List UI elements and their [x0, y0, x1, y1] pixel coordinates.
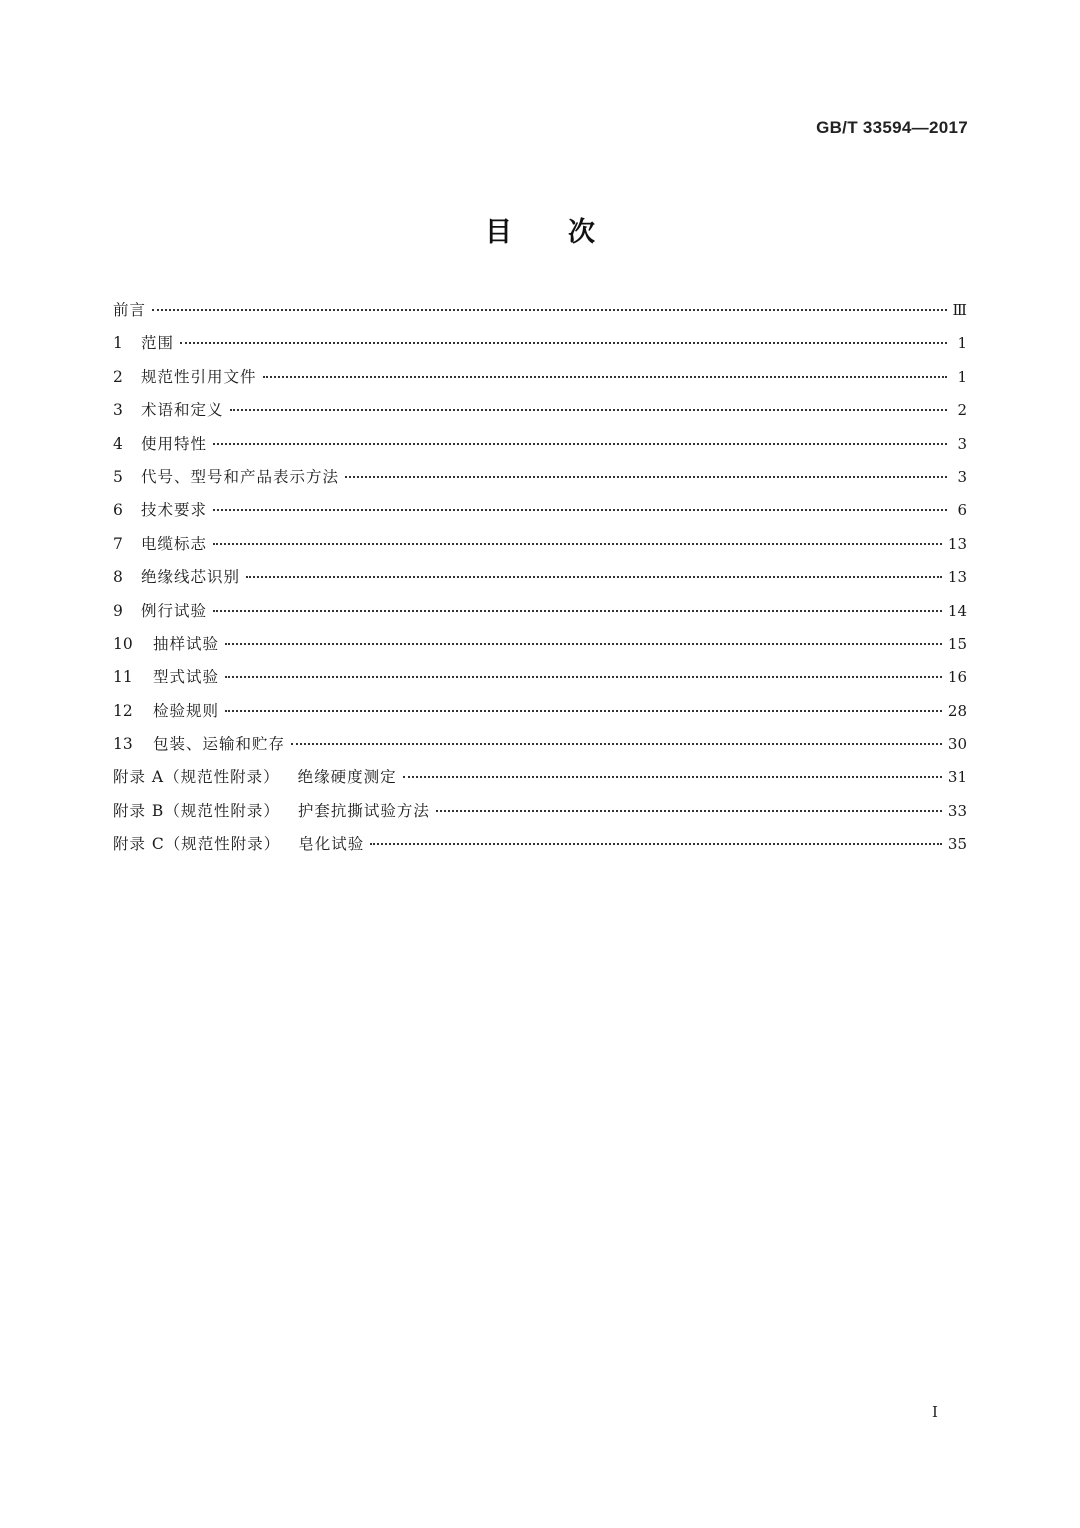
toc-entry-page: 14	[947, 601, 967, 620]
toc-entry-page: 3	[957, 434, 967, 453]
toc-entry-6[interactable]	[113, 498, 967, 531]
toc-entry-number: 12	[113, 701, 133, 720]
toc-entry-number: 1	[113, 334, 123, 353]
toc-entry-page: 28	[947, 701, 967, 720]
toc-leader	[436, 810, 942, 812]
toc-entry-title: 技术要求	[141, 501, 208, 520]
toc-entry-page: 3	[957, 467, 967, 486]
toc-entry-page: 13	[947, 568, 967, 587]
toc-entry-title: 电缆标志	[141, 534, 208, 553]
toc-leader	[403, 776, 942, 778]
toc-entry-5[interactable]	[113, 465, 967, 498]
toc-entry-11[interactable]	[113, 665, 967, 698]
toc-leader	[152, 309, 947, 311]
page-title: 目次	[485, 217, 651, 248]
toc-entry-title: 使用特性	[141, 434, 208, 453]
toc-leader	[180, 342, 947, 344]
toc-entry-7[interactable]	[113, 532, 967, 565]
toc-entry-page: 33	[947, 801, 967, 820]
toc-entry-title: 型式试验	[153, 668, 220, 687]
toc-entry-page: 15	[947, 634, 967, 653]
toc-entry-foreword[interactable]	[113, 298, 967, 331]
toc-entry-12[interactable]	[113, 699, 967, 732]
toc-appendix-label: 附录 C（规范性附录）	[113, 835, 281, 854]
toc-entry-title: 绝缘硬度测定	[297, 768, 397, 787]
toc-entry-number: 5	[113, 467, 123, 486]
toc-entry-3[interactable]	[113, 398, 967, 431]
page-number: I	[932, 1403, 938, 1421]
toc-leader	[246, 576, 942, 578]
toc-entry-number: 8	[113, 568, 123, 587]
toc-entry-page: 31	[947, 768, 967, 787]
toc-entry-appendix-b[interactable]	[113, 799, 967, 832]
toc-leader	[213, 543, 942, 545]
toc-entry-number: 7	[113, 534, 123, 553]
toc-entry-title: 前言	[113, 301, 147, 319]
toc-leader	[230, 409, 947, 411]
toc-entry-title: 范围	[141, 334, 175, 353]
toc-leader	[291, 743, 942, 745]
toc-entry-8[interactable]	[113, 565, 967, 598]
toc-entry-10[interactable]	[113, 632, 967, 665]
toc-entry-1[interactable]	[113, 331, 967, 364]
toc-leader	[370, 843, 942, 845]
toc-entry-page: 1	[957, 334, 967, 353]
toc-appendix-label: 附录 B（规范性附录）	[113, 801, 280, 820]
toc-entry-13[interactable]	[113, 732, 967, 765]
toc-entry-page: 13	[947, 534, 967, 553]
toc-leader	[213, 610, 942, 612]
toc-leader	[263, 376, 947, 378]
toc-entry-number: 9	[113, 601, 123, 620]
toc-leader	[225, 710, 942, 712]
toc-entry-title: 代号、型号和产品表示方法	[141, 467, 340, 486]
toc-entry-page: 35	[947, 835, 967, 854]
toc-entry-number: 2	[113, 367, 123, 386]
toc-appendix-label: 附录 A（规范性附录）	[113, 768, 280, 787]
standard-number: GB/T 33594—2017	[816, 118, 968, 137]
toc-entry-4[interactable]	[113, 432, 967, 465]
toc-entry-page: 16	[947, 668, 967, 687]
toc-entry-page: 30	[947, 735, 967, 754]
table-of-contents	[113, 298, 967, 866]
toc-entry-title: 包装、运输和贮存	[153, 735, 286, 754]
toc-entry-number: 13	[113, 735, 133, 754]
toc-leader	[225, 676, 942, 678]
toc-entry-title: 术语和定义	[141, 401, 224, 420]
toc-entry-title: 绝缘线芯识别	[141, 568, 241, 587]
toc-entry-9[interactable]	[113, 599, 967, 632]
toc-entry-number: 11	[113, 668, 133, 687]
toc-entry-title: 检验规则	[153, 701, 220, 720]
toc-entry-page: 1	[957, 367, 967, 386]
toc-entry-title: 规范性引用文件	[141, 367, 257, 386]
toc-entry-title: 皂化试验	[298, 835, 365, 854]
toc-entry-page: 2	[957, 401, 967, 420]
toc-entry-number: 10	[113, 634, 133, 653]
toc-entry-page: Ⅲ	[952, 301, 967, 319]
toc-leader	[225, 643, 942, 645]
toc-entry-number: 6	[113, 501, 123, 520]
toc-entry-number: 3	[113, 401, 123, 420]
toc-entry-title: 护套抗撕试验方法	[297, 801, 430, 820]
toc-entry-appendix-a[interactable]	[113, 765, 967, 798]
toc-leader	[345, 476, 947, 478]
toc-leader	[213, 443, 947, 445]
toc-entry-number: 4	[113, 434, 123, 453]
toc-entry-page: 6	[957, 501, 967, 520]
toc-entry-title: 例行试验	[141, 601, 208, 620]
toc-entry-appendix-c[interactable]	[113, 832, 967, 865]
toc-leader	[213, 509, 947, 511]
toc-entry-title: 抽样试验	[153, 634, 220, 653]
toc-entry-2[interactable]	[113, 365, 967, 398]
